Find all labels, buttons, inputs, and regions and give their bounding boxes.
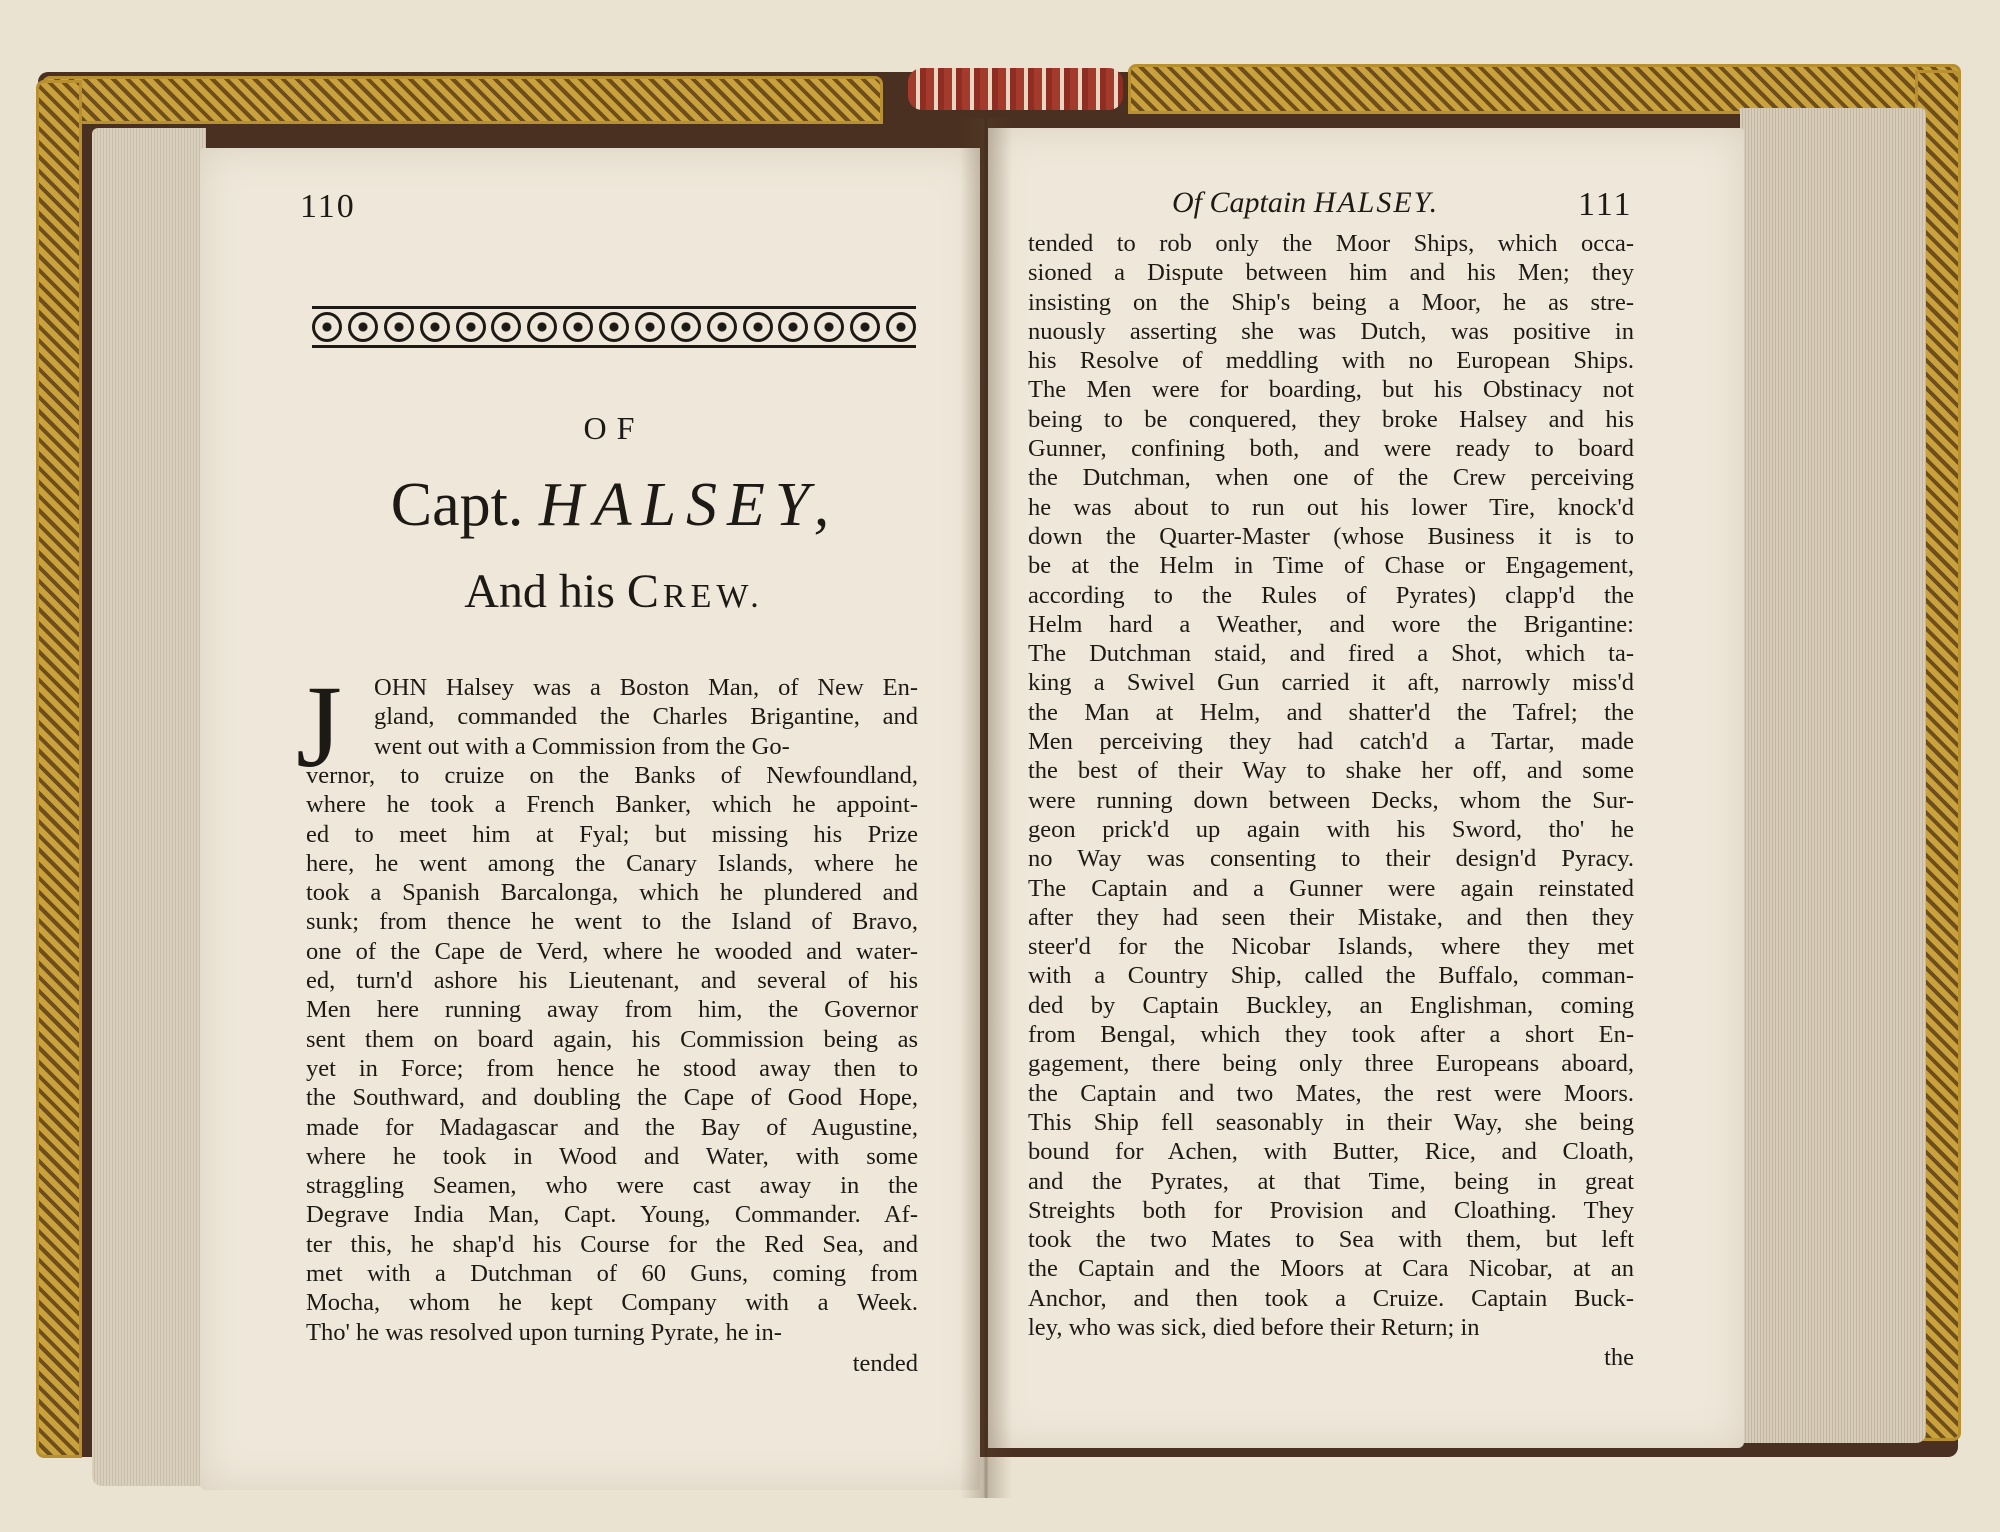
chapter-title-prefix: Capt. xyxy=(390,471,524,539)
text-line: made for Madagascar and the Bay of Augustine, xyxy=(306,1113,918,1141)
left-catchword: tended xyxy=(852,1350,918,1377)
text-line: OHN Halsey was a Boston Man, of New En- xyxy=(374,674,918,701)
chapter-subtitle-initial: C xyxy=(626,565,663,618)
text-line: The Captain and a Gunner were again reinstated xyxy=(1028,874,1634,902)
text-line: steer'd for the Nicobar Islands, where they met xyxy=(1028,933,1634,961)
text-line: his Resolve of meddling with no European Ships. xyxy=(1028,347,1634,375)
text-line: bound for Achen, with Butter, Rice, and Cloath, xyxy=(1028,1138,1634,1166)
left-page-body xyxy=(306,761,918,1347)
text-line: where he took in Wood and Water, with some xyxy=(306,1142,918,1170)
text-line: nuously asserting she was Dutch, was positive in xyxy=(1028,317,1634,345)
text-line: Men perceiving they had catch'd a Tartar, made xyxy=(1028,728,1634,756)
drop-cap: J xyxy=(296,661,342,792)
text-line: The Dutchman staid, and fired a Shot, which ta- xyxy=(1028,640,1634,668)
book-gutter xyxy=(960,118,1012,1498)
gilt-border-left xyxy=(36,80,82,1458)
text-line: yet in Force; from hence he stood away then to xyxy=(306,1054,918,1082)
text-line: The Men were for boarding, but his Obstinacy not xyxy=(1028,376,1634,404)
text-line: one of the Cape de Verd, where he wooded and water- xyxy=(306,937,918,965)
chapter-heading-of: OF xyxy=(583,410,645,446)
text-line: Anchor, and then took a Cruize. Captain Buck- xyxy=(1028,1284,1634,1312)
left-page-number: 110 xyxy=(300,188,356,225)
text-line: were running down between Decks, whom the Sur- xyxy=(1028,786,1634,814)
chapter-subtitle-rest: REW. xyxy=(662,578,764,615)
text-line: met with a Dutchman of 60 Guns, coming from xyxy=(306,1260,918,1288)
chapter-title-name: HALSEY, xyxy=(538,471,840,539)
text-line: the Captain and two Mates, the rest were Moors. xyxy=(1028,1079,1634,1107)
text-line: Streights both for Provision and Cloathing. They xyxy=(1028,1196,1634,1224)
text-line: insisting on the Ship's being a Moor, he as stre- xyxy=(1028,288,1634,316)
running-head-prefix: Of Captain xyxy=(1172,186,1307,219)
text-line: This Ship fell seasonably in their Way, she being xyxy=(1028,1108,1634,1136)
text-line: ter this, he shap'd his Course for the Red Sea, and xyxy=(306,1230,918,1258)
page-edges-left xyxy=(92,128,206,1486)
text-line: ed, turn'd ashore his Lieutenant, and several of his xyxy=(306,967,918,995)
text-line: the Captain and the Moors at Cara Nicobar, at an xyxy=(1028,1255,1634,1283)
right-page-body xyxy=(1028,229,1634,1342)
text-line: tended to rob only the Moor Ships, which occa- xyxy=(1028,230,1634,257)
text-line: here, he went among the Canary Islands, where he xyxy=(306,849,918,877)
text-line: took the two Mates to Sea with them, but left xyxy=(1028,1226,1634,1254)
text-line: Gunner, confining both, and were ready to board xyxy=(1028,435,1634,463)
text-line: and the Pyrates, at that Time, being in great xyxy=(1028,1167,1634,1195)
text-line: no Way was consenting to their design'd Pyracy. xyxy=(1028,845,1634,873)
text-line: the Dutchman, when one of the Crew perceiving xyxy=(1028,464,1634,492)
text-line: ley, who was sick, died before their Return; in xyxy=(1028,1313,1480,1341)
text-line: down the Quarter-Master (whose Business it is to xyxy=(1028,522,1634,550)
text-line: be at the Helm in Time of Chase or Engagement, xyxy=(1028,552,1634,580)
chapter-title xyxy=(270,470,960,541)
text-line: gland, commanded the Charles Brigantine, and xyxy=(374,703,918,731)
text-line: Men here running away from him, the Governor xyxy=(306,996,918,1024)
text-line: Mocha, whom he kept Company with a Week. xyxy=(306,1289,918,1317)
text-line: straggling Seamen, who were cast away in the xyxy=(306,1172,918,1200)
text-line: ded by Captain Buckley, an Englishman, coming xyxy=(1028,991,1634,1019)
text-line: ed to meet him at Fyal; but missing his Prize xyxy=(306,820,918,848)
chapter-subtitle xyxy=(312,564,916,619)
text-line: the best of their Way to shake her off, and some xyxy=(1028,757,1634,785)
text-line: sent them on board again, his Commission being as xyxy=(306,1025,918,1053)
left-page-indented-lines xyxy=(374,673,918,761)
text-line: with a Country Ship, called the Buffalo, comman- xyxy=(1028,962,1634,990)
text-line: where he took a French Banker, which he appoint- xyxy=(306,791,918,819)
text-line: Degrave India Man, Capt. Young, Commander. Af- xyxy=(306,1201,918,1229)
right-catchword: the xyxy=(1604,1344,1634,1371)
text-line: the Man at Helm, and shatter'd the Tafrel; the xyxy=(1028,698,1634,726)
text-line: Tho' he was resolved upon turning Pyrate, he in- xyxy=(306,1318,782,1346)
running-head-name: HALSEY. xyxy=(1313,186,1440,219)
gilt-border-top-right xyxy=(1128,64,1961,114)
text-line: king a Swivel Gun carried it aft, narrowly miss'd xyxy=(1028,669,1634,697)
text-line: went out with a Commission from the Go- xyxy=(374,732,790,760)
text-line: according to the Rules of Pyrates) clapp'd the xyxy=(1028,581,1634,609)
text-line: took a Spanish Barcalonga, which he plundered and xyxy=(306,879,918,907)
text-line: vernor, to cruize on the Banks of Newfoundland, xyxy=(306,762,918,789)
right-page-number: 111 xyxy=(1578,186,1633,223)
text-line: he was about to run out his lower Tire, knock'd xyxy=(1028,493,1634,521)
headpiece-ornament xyxy=(312,306,916,348)
left-catchword-wrap xyxy=(306,1349,918,1378)
text-line: being to be conquered, they broke Halsey and his xyxy=(1028,405,1634,433)
text-line: geon prick'd up again with his Sword, tho' he xyxy=(1028,815,1634,843)
text-line: after they had seen their Mistake, and then they xyxy=(1028,903,1634,931)
text-line: gagement, there being only three Europeans aboard, xyxy=(1028,1050,1634,1078)
text-line: sioned a Dispute between him and his Men; they xyxy=(1028,259,1634,287)
page-edges-right xyxy=(1740,108,1926,1443)
chapter-subtitle-prefix: And his xyxy=(464,565,615,618)
right-catchword-wrap xyxy=(1028,1343,1634,1372)
gilt-border-top-left xyxy=(42,76,883,124)
spine-headband xyxy=(908,68,1123,110)
text-line: from Bengal, which they took after a short En- xyxy=(1028,1021,1634,1049)
running-head xyxy=(1172,186,1439,220)
text-line: the Southward, and doubling the Cape of Good Hope, xyxy=(306,1084,918,1112)
text-line: Helm hard a Weather, and wore the Brigantine: xyxy=(1028,610,1634,638)
text-line: sunk; from thence he went to the Island of Bravo, xyxy=(306,908,918,936)
